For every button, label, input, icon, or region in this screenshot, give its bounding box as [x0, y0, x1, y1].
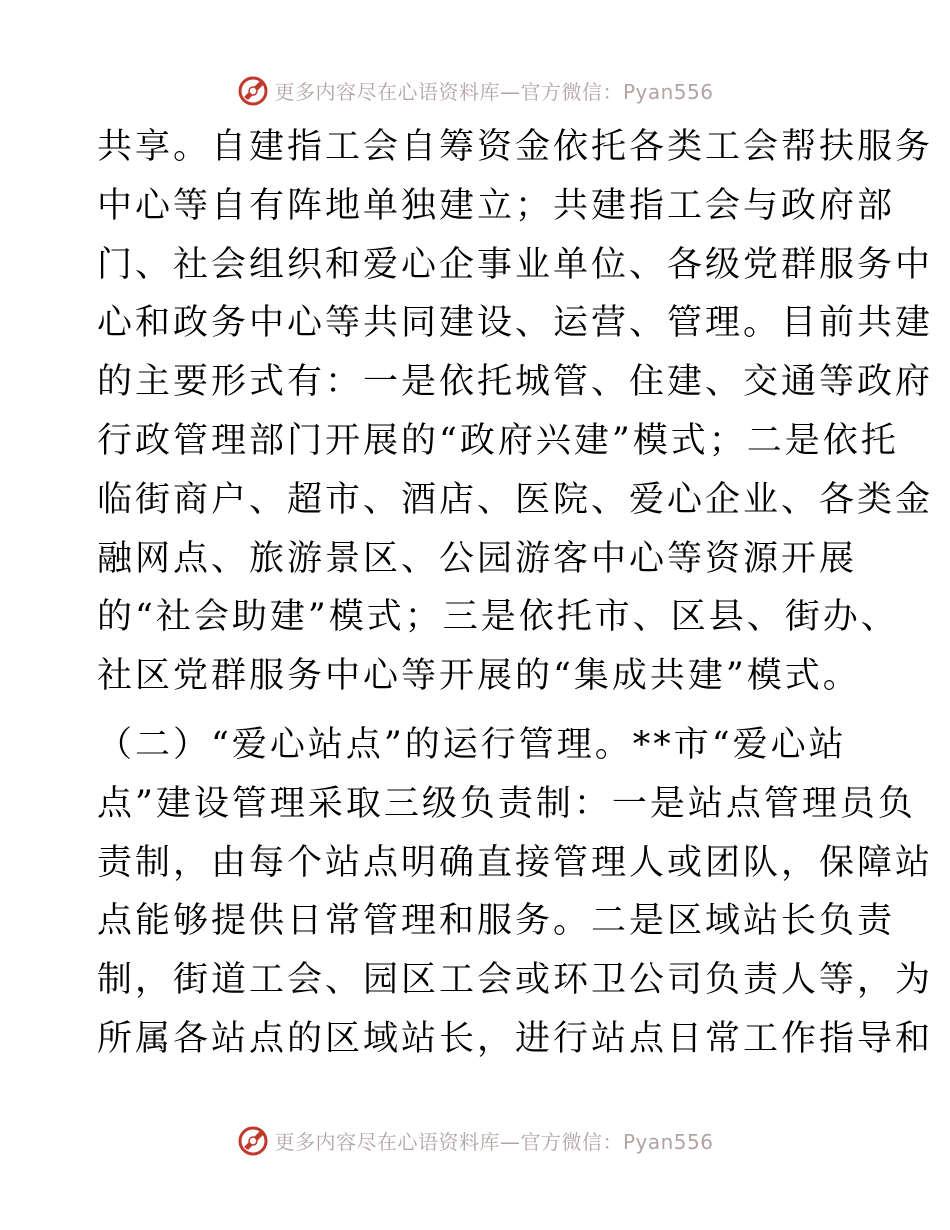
text-line: 共享。自建指工会自筹资金依托各类工会帮扶服务 — [97, 127, 934, 167]
text-line: 的“社会助建”模式；三是依托市、区县、街办、 — [97, 597, 899, 638]
header-banner-text: 更多内容尽在心语资料库—官方微信：Pyan556 — [274, 79, 714, 104]
pen-swirl-logo-icon — [236, 73, 270, 107]
text-line: 融网点、旅游景区、公园游客中心等资源开展 — [97, 538, 858, 579]
text-line: 中心等自有阵地单独建立；共建指工会与政府部 — [97, 185, 896, 226]
text-line: 点”建设管理采取三级负责制：一是站点管理员负 — [97, 783, 916, 824]
text-line: 点能够提供日常管理和服务。二是区域站长负责 — [97, 901, 896, 942]
text-line: 心和政务中心等共同建设、运营、管理。目前共建 — [97, 303, 934, 344]
header-banner — [0, 70, 950, 110]
text-line: 制，街道工会、园区工会或环卫公司负责人等，为 — [97, 960, 934, 1001]
text-line: 门、社会组织和爱心企事业单位、各级党群服务中 — [97, 244, 934, 285]
footer-banner — [0, 1120, 950, 1160]
pen-swirl-logo-icon — [236, 1123, 270, 1157]
text-line: 临街商户、超市、酒店、医院、爱心企业、各类金 — [97, 479, 934, 520]
text-line: 社区党群服务中心等开展的“集成共建”模式。 — [97, 656, 861, 697]
document-body — [97, 118, 934, 1069]
text-line: 行政管理部门开展的“政府兴建”模式；二是依托 — [97, 420, 899, 461]
text-line: 所属各站点的区域站长，进行站点日常工作指导和 — [97, 1018, 934, 1059]
section-heading-line: （二）“爱心站点”的运行管理。**市“爱心站 — [97, 724, 847, 765]
footer-banner-text: 更多内容尽在心语资料库—官方微信：Pyan556 — [274, 1129, 714, 1154]
text-line: 的主要形式有：一是依托城管、住建、交通等政府 — [97, 362, 934, 403]
text-line: 责制，由每个站点明确直接管理人或团队，保障站 — [97, 842, 934, 883]
